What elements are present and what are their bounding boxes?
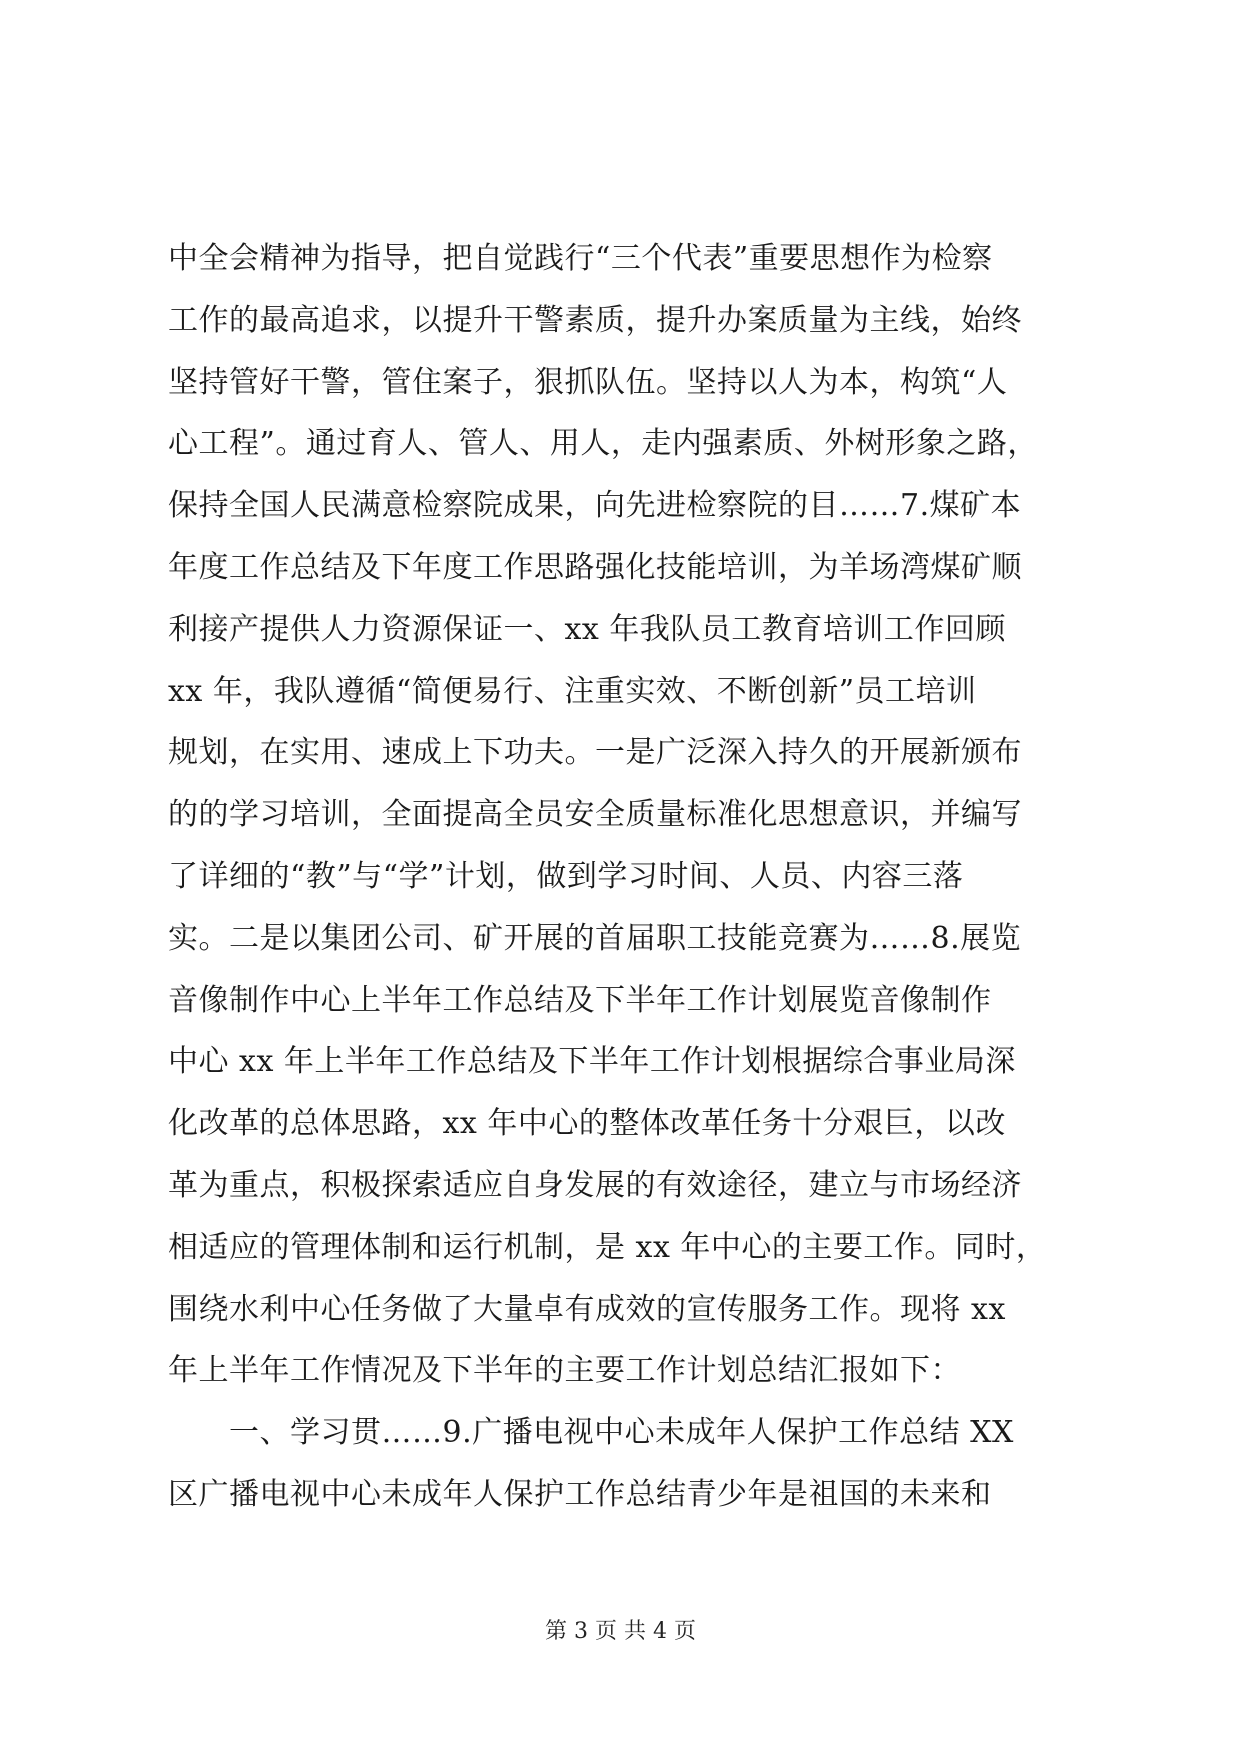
text-line: 年上半年工作情况及下半年的主要工作计划总结汇报如下： (168, 1353, 961, 1389)
text-line: 了详细的“教”与“学”计划，做到学习时间、人员、内容三落 (168, 858, 964, 894)
text-line: 工作的最高追求，以提升干警素质，提升办案质量为主线，始终 (168, 302, 1022, 338)
text-line: 年度工作总结及下年度工作思路强化技能培训，为羊场湾煤矿顺 (168, 549, 1022, 585)
text-line: 音像制作中心上半年工作总结及下半年工作计划展览音像制作 (168, 982, 992, 1018)
text-line: 中心 xx 年上半年工作总结及下半年工作计划根据综合事业局深 (168, 1044, 1016, 1080)
text-line: 化改革的总体思路，xx 年中心的整体改革任务十分艰巨，以改 (168, 1106, 1006, 1142)
text-line: 坚持管好干警，管住案子，狠抓队伍。坚持以人为本，构筑“人 (168, 364, 1008, 400)
text-line: 区广播电视中心未成年人保护工作总结青少年是祖国的未来和 (168, 1476, 992, 1512)
text-line: 的的学习培训，全面提高全员安全质量标准化思想意识，并编写 (168, 797, 1022, 833)
text-line: 保持全国人民满意检察院成果，向先进检察院的目……7.煤矿本 (168, 488, 1022, 524)
body-text (168, 228, 1118, 1526)
text-line: 一、学习贯……9.广播电视中心未成年人保护工作总结 XX (168, 1415, 1014, 1451)
text-line: 相适应的管理体制和运行机制，是 xx 年中心的主要工作。同时， (168, 1229, 1047, 1265)
text-line: 革为重点，积极探索适应自身发展的有效途径，建立与市场经济 (168, 1167, 1022, 1203)
text-line: 心工程”。通过育人、管人、用人，走内强素质、外树形象之路， (168, 426, 1038, 462)
page-number-footer: 第 3 页 共 4 页 (545, 1619, 696, 1644)
text-line: 围绕水利中心任务做了大量卓有成效的宣传服务工作。现将 xx (168, 1291, 1006, 1327)
text-line: xx 年，我队遵循“简便易行、注重实效、不断创新”员工培训 (168, 673, 977, 709)
text-line: 利接产提供人力资源保证一、xx 年我队员工教育培训工作回顾 (168, 611, 1006, 647)
text-line: 规划，在实用、速成上下功夫。一是广泛深入持久的开展新颁布 (168, 735, 1022, 771)
text-line: 中全会精神为指导，把自觉践行“三个代表”重要思想作为检察 (168, 241, 993, 276)
text-line: 实。二是以集团公司、矿开展的首届职工技能竞赛为……8.展览 (168, 920, 1022, 956)
